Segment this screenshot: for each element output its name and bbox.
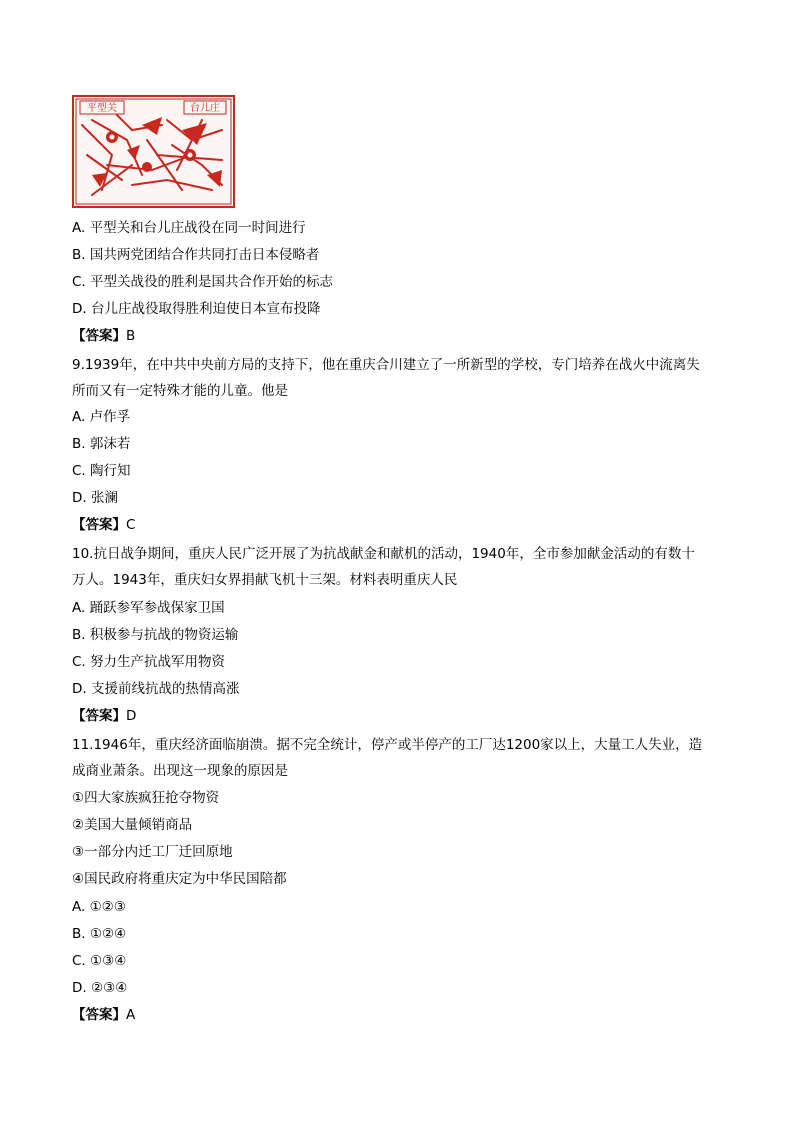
- q10-option-c: C. 努力生产抗战军用物资: [72, 654, 226, 670]
- q9-option-d: D. 张澜: [72, 490, 118, 506]
- q8-option-c: C. 平型关战役的胜利是国共合作开始的标志: [72, 274, 334, 290]
- q10-answer: [72, 707, 136, 725]
- q8-answer: [72, 327, 135, 345]
- q11-stem-line1: 11.1946年，重庆经济面临崩溃。据不完全统计，停产或半停产的工厂达1200家以上，大量工人失业，造: [72, 737, 703, 753]
- q10-stem-line1: 10.抗日战争期间，重庆人民广泛开展了为抗战献金和献机的活动，1940年，全市参加献金活动的有数十: [72, 546, 695, 562]
- q9-stem-line1: 9.1939年，在中共中央前方局的支持下，他在重庆合川建立了一所新型的学校，专门培养在战火中流离失: [72, 357, 700, 373]
- q11-item-1: ①四大家族疯狂抢夺物资: [72, 790, 220, 806]
- q10-option-b: B. 积极参与抗战的物资运输: [72, 627, 239, 643]
- q11-item-3: ③一部分内迁工厂迁回原地: [72, 844, 233, 860]
- answer-label: 【答案】: [72, 517, 126, 533]
- answer-value: D: [126, 708, 137, 724]
- q8-option-b: B. 国共两党团结合作共同打击日本侵略者: [72, 247, 320, 263]
- q8-option-d: D. 台儿庄战役取得胜利迫使日本宣布投降: [72, 301, 321, 317]
- q11-option-b: B. ①②④: [72, 926, 127, 942]
- q9-option-a: A. 卢作孚: [72, 409, 131, 425]
- answer-value: A: [126, 1007, 136, 1023]
- paper-cut-illustration: [72, 95, 235, 208]
- answer-label: 【答案】: [72, 1007, 126, 1023]
- answer-value: B: [126, 328, 136, 344]
- q9-stem-line2: 所而又有一定特殊才能的儿童。他是: [72, 383, 288, 399]
- answer-label: 【答案】: [72, 328, 126, 344]
- q9-option-b: B. 郭沫若: [72, 436, 131, 452]
- answer-value: C: [126, 517, 136, 533]
- stamp-right-text: 台儿庄: [190, 103, 220, 114]
- q9-answer: [72, 516, 135, 534]
- q11-option-d: D. ②③④: [72, 980, 128, 996]
- q10-option-a: A. 踊跃参军参战保家卫国: [72, 600, 225, 616]
- q11-item-2: ②美国大量倾销商品: [72, 817, 193, 833]
- q11-answer: [72, 1006, 135, 1024]
- stamp-left-text: 平型关: [87, 103, 117, 114]
- q10-stem-line2: 万人。1943年，重庆妇女界捐献飞机十三架。材料表明重庆人民: [72, 572, 458, 588]
- q11-item-4: ④国民政府将重庆定为中华民国陪都: [72, 871, 287, 887]
- answer-label: 【答案】: [72, 708, 126, 724]
- q9-option-c: C. 陶行知: [72, 463, 131, 479]
- q11-option-c: C. ①③④: [72, 953, 127, 969]
- q8-option-a: A. 平型关和台儿庄战役在同一时间进行: [72, 220, 306, 236]
- q11-stem-line2: 成商业萧条。出现这一现象的原因是: [72, 763, 288, 779]
- q10-option-d: D. 支援前线抗战的热情高涨: [72, 681, 240, 697]
- q11-option-a: A. ①②③: [72, 899, 126, 915]
